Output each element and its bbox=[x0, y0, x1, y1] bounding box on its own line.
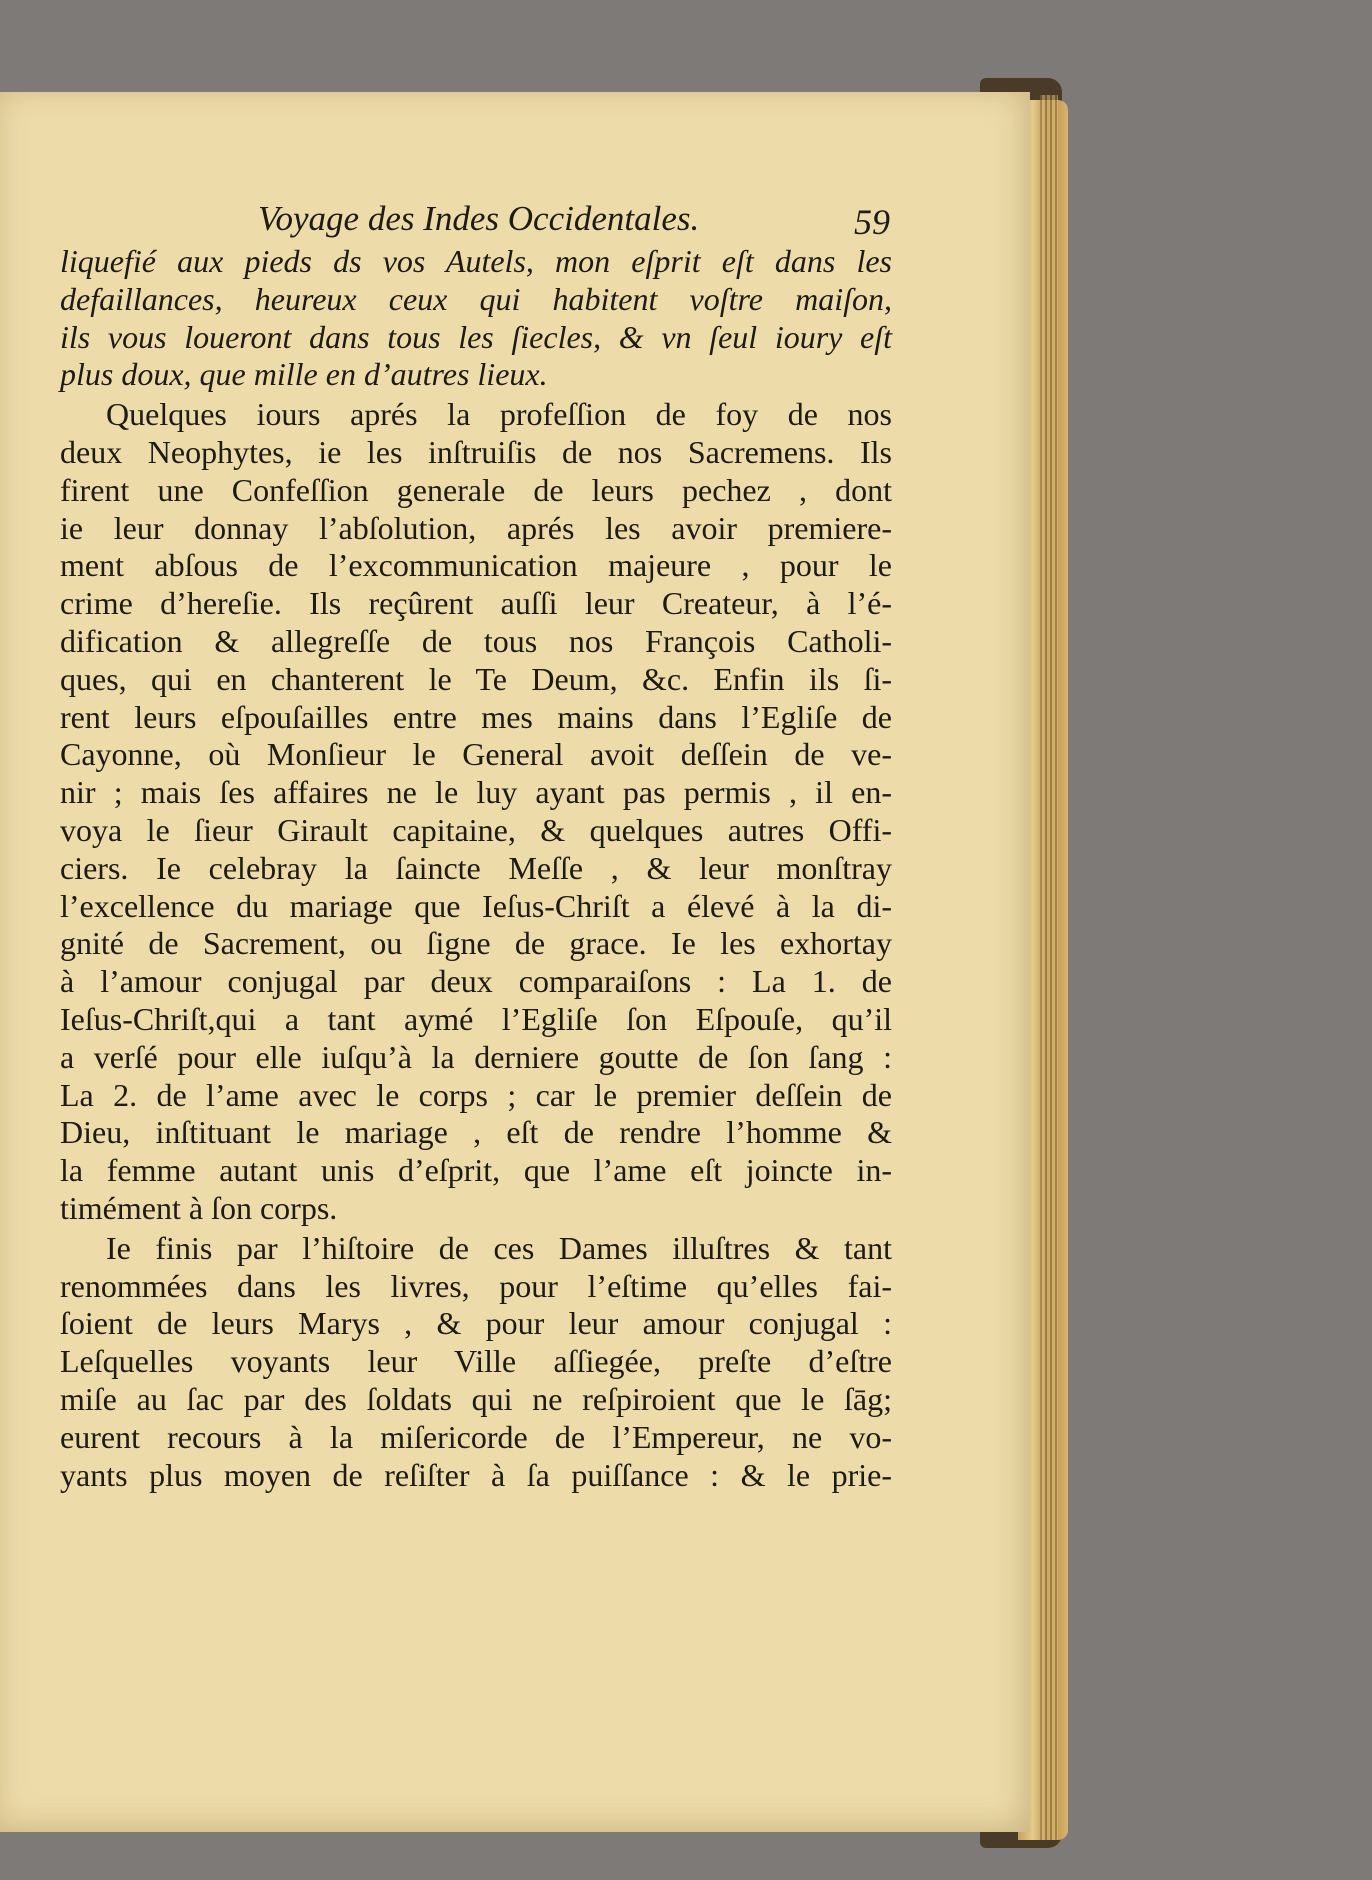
text-line: miſe au ſac par des ſoldats qui ne reſpiroient que le ſāg; bbox=[60, 1380, 892, 1417]
text-line: à l’amour conjugal par deux comparaiſons : La 1. de bbox=[60, 963, 892, 1000]
page-stack bbox=[1040, 95, 1058, 1840]
text-line: Leſquelles voyants leur Ville aſſiegée, preſte d’eſtre bbox=[60, 1343, 892, 1380]
text-line: ques, qui en chanterent le Te Deum, &c. Enfin ils ſi- bbox=[60, 660, 892, 697]
text-line: yants plus moyen de reſiſter à ſa puiſſance : & le prie- bbox=[60, 1456, 892, 1493]
text-line: La 2. de l’ame avec le corps ; car le premier deſſein de bbox=[60, 1076, 892, 1113]
text-line: ment abſous de l’excommunication majeure , pour le bbox=[60, 547, 892, 584]
text-line: deux Neophytes, ie les inſtruiſis de nos Sacremens. Ils bbox=[60, 433, 892, 470]
text-line: ie leur donnay l’abſolution, aprés les avoir premiere- bbox=[60, 509, 892, 546]
text-line: liquefié aux pieds ds vos Autels, mon eſprit eſt dans les bbox=[60, 243, 892, 279]
text-line: Quelques iours aprés la profeſſion de foy de nos bbox=[106, 396, 892, 433]
text-line: l’excellence du mariage que Ieſus-Chriſt a élevé à la di- bbox=[60, 887, 892, 924]
text-line: Ie finis par l’hiſtoire de ces Dames illuſtres & tant bbox=[106, 1229, 892, 1266]
text-line: timément à ſon corps. bbox=[60, 1189, 338, 1226]
text-line: plus doux, que mille en d’autres lieux. bbox=[60, 356, 548, 393]
body-text bbox=[60, 243, 892, 1494]
text-line: defaillances, heureux ceux qui habitent voſtre maiſon, bbox=[60, 280, 892, 317]
text-line: nir ; mais ſes affaires ne le luy ayant pas permis , il en- bbox=[60, 774, 892, 811]
text-line: Dieu, inſtituant le mariage , eſt de rendre l’homme & bbox=[60, 1114, 892, 1151]
text-line: voya le ſieur Girault capitaine, & quelques autres Offi- bbox=[60, 811, 892, 848]
text-line: a verſé pour elle iuſqu’à la derniere goutte de ſon ſang : bbox=[60, 1038, 892, 1075]
text-line: gnité de Sacrement, ou ſigne de grace. Ie les exhortay bbox=[60, 925, 892, 962]
text-line: Ieſus-Chriſt,qui a tant aymé l’Egliſe ſon Eſpouſe, qu’il bbox=[60, 1000, 892, 1037]
text-line: firent une Confeſſion generale de leurs pechez , dont bbox=[60, 471, 892, 508]
text-line: ils vous loueront dans tous les ſiecles, & vn ſeul ioury eſt bbox=[60, 318, 892, 355]
page-text bbox=[60, 195, 892, 1494]
text-line: crime d’hereſie. Ils reçûrent auſſi leur Createur, à l’é- bbox=[60, 585, 892, 622]
text-line: Cayonne, où Monſieur le General avoit deſſein de ve- bbox=[60, 736, 892, 773]
text-line: renommées dans les livres, pour l’eſtime qu’elles fai- bbox=[60, 1267, 892, 1304]
page-number: 59 bbox=[854, 202, 890, 242]
running-header bbox=[60, 195, 892, 243]
text-line: eurent recours à la miſericorde de l’Empereur, ne vo- bbox=[60, 1418, 892, 1455]
running-title: Voyage des Indes Occidentales. bbox=[258, 199, 700, 238]
text-line: ciers. Ie celebray la ſaincte Meſſe , & leur monſtray bbox=[60, 849, 892, 886]
text-line: dification & allegreſſe de tous nos François Catholi- bbox=[60, 622, 892, 659]
text-line: ſoient de leurs Marys , & pour leur amour conjugal : bbox=[60, 1305, 892, 1342]
text-line: la femme autant unis d’eſprit, que l’ame eſt joincte in- bbox=[60, 1152, 892, 1189]
text-line: rent leurs eſpouſailles entre mes mains dans l’Egliſe de bbox=[60, 698, 892, 735]
